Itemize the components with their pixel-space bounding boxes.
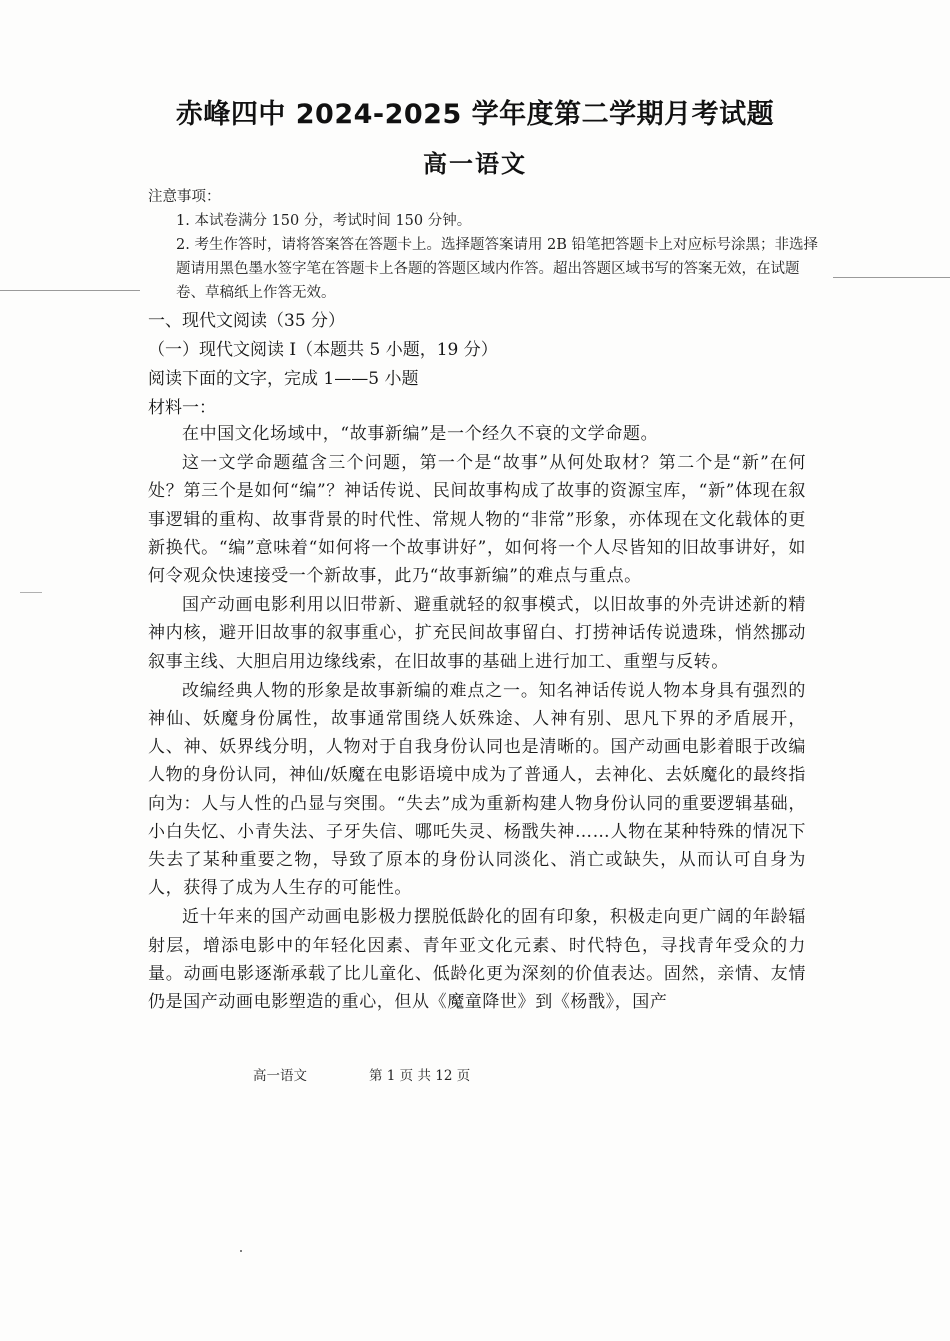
notice-heading: 注意事项： — [148, 189, 221, 205]
passage-paragraph-5: 近十年来的国产动画电影极力摆脱低龄化的固有印象，积极走向更广阔的年龄辐射层，增添电影中的年轻化因素、青年亚文化元素、时代特色，寻找青年受众的力量。动画电影逐渐承载了比儿童化、低龄化更为深刻的价值表达。固然，亲情、友情仍是国产动画电影塑造的重心，但从《魔童降世》到《杨戬》，国产 — [148, 907, 806, 1013]
reading-instruction: 阅读下面的文字，完成 1——5 小题 — [148, 369, 419, 389]
reading-passage — [148, 420, 806, 1016]
exam-title: 赤峰四中 2024-2025 学年度第二学期月考试题 — [175, 99, 775, 130]
passage-paragraph-4: 改编经典人物的形象是故事新编的难点之一。知名神话传说人物本身具有强烈的神仙、妖魔身份属性，故事通常围绕人妖殊途、人神有别、思凡下界的矛盾展开，人、神、妖界线分明，人物对于自我身份认同也是清晰的。国产动画电影着眼于改编人物的身份认同，神仙/妖魔在电影语境中成为了普通人，去神化、去妖魔化的最终指向为：人与人性的凸显与突围。“失去”成为重新构建人物身份认同的重要逻辑基础，小白失忆、小青失法、子牙失信、哪吒失灵、杨戬失神……人物在某种特殊的情况下失去了某种重要之物，导致了原本的身份认同淡化、消亡或缺失，从而认可自身为人，获得了成为人生存的可能性。 — [148, 680, 806, 899]
part-title: 一、现代文阅读（35 分） — [148, 311, 346, 331]
footer-page-info: 第 1 页 共 12 页 — [369, 1068, 471, 1084]
notice-item-1: 1. 本试卷满分 150 分，考试时间 150 分钟。 — [176, 213, 472, 229]
notice-block — [148, 185, 820, 305]
page-footer — [253, 1064, 470, 1084]
passage-paragraph-2: 这一文学命题蕴含三个问题，第一个是“故事”从何处取材？第二个是“新”在何处？第三个是如何“编”？神话传说、民间故事构成了故事的资源宝库，“新”体现在叙事逻辑的重构、故事背景的时代性、常规人物的“非常”形象，亦体现在文化载体的更新换代。“编”意味着“如何将一个故事讲好”，如何将一个人尽皆知的旧故事讲好，如何令观众快速接受一个新故事，此乃“故事新编”的难点与重点。 — [148, 453, 806, 587]
section-header — [148, 307, 820, 423]
scan-artifact-line-mid — [20, 592, 42, 593]
scan-artifact-dot — [240, 1250, 242, 1252]
notice-item-2: 2. 考生作答时，请将答案答在答题卡上。选择题答案请用 2B 铅笔把答题卡上对应标号涂黑；非选择题请用黑色墨水签字笔在答题卡上各题的答题区域内作答。超出答题区域书写的答案无效，在试题卷、草稿纸上作答无效。 — [176, 237, 819, 301]
scan-artifact-line-left — [0, 290, 140, 291]
material-label: 材料一： — [148, 398, 216, 418]
footer-subject: 高一语文 — [253, 1068, 307, 1084]
passage-paragraph-3: 国产动画电影利用以旧带新、避重就轻的叙事模式，以旧故事的外壳讲述新的精神内核，避开旧故事的叙事重心，扩充民间故事留白、打捞神话传说遗珠，悄然挪动叙事主线、大胆启用边缘线索，在旧故事的基础上进行加工、重塑与反转。 — [148, 595, 806, 672]
scan-artifact-line-right — [833, 277, 950, 278]
sub-title: （一）现代文阅读 I（本题共 5 小题，19 分） — [148, 340, 498, 360]
passage-paragraph-1: 在中国文化场域中，“故事新编”是一个经久不衰的文学命题。 — [182, 424, 659, 444]
exam-subject: 高一语文 — [423, 150, 527, 178]
